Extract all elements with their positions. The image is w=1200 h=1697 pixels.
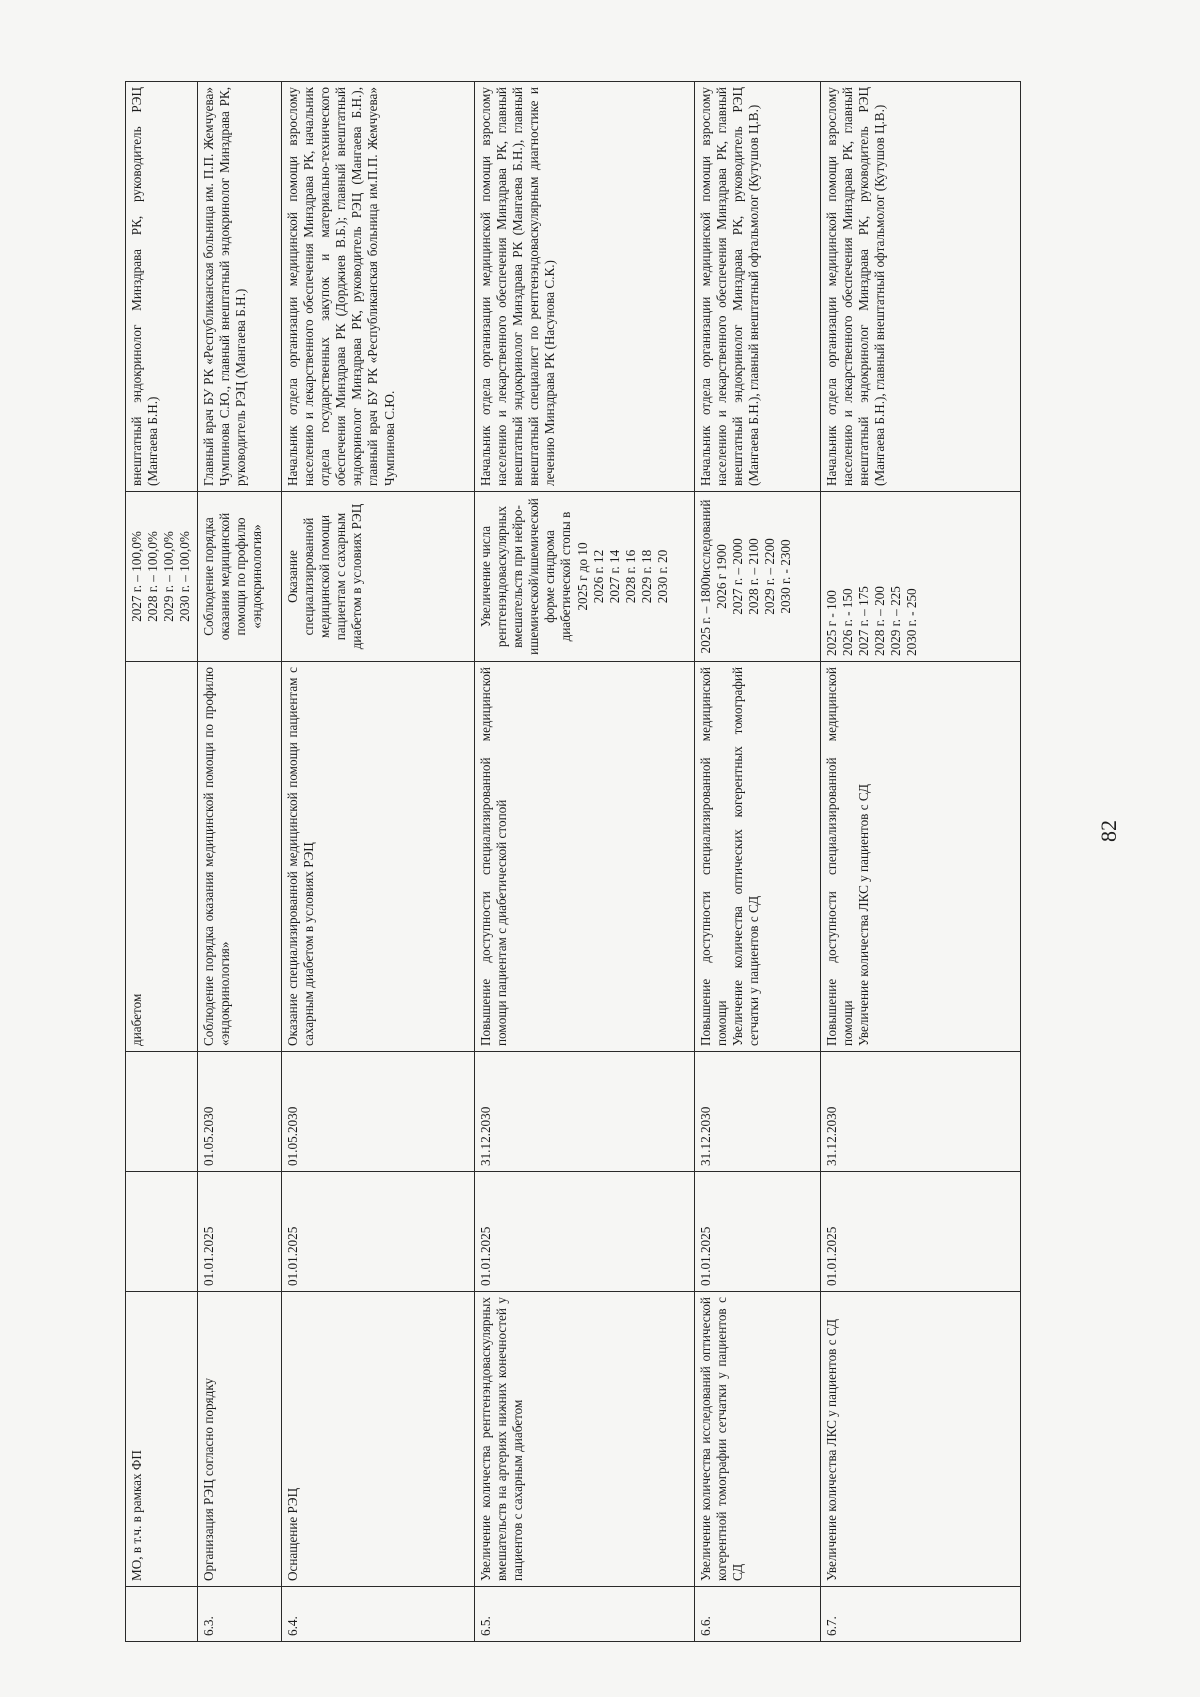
end-date-cell: 01.05.2030 [282,1052,475,1172]
measure-cell: Оснащение РЭЦ [282,1292,475,1587]
start-date-cell: 01.01.2025 [475,1172,695,1292]
end-date-cell: 01.05.2030 [198,1052,282,1172]
table-row [282,82,475,1642]
indicator-cell: Соблюдение порядка оказания медицинской помощи по профилю «эндокринология» [198,492,282,662]
table-row [821,82,1021,1642]
start-date-cell: 01.01.2025 [821,1172,1021,1292]
row-number: 6.3. [198,1587,282,1642]
indicator-cell: 2025 г. – 1800исследований 2026 г 1900 2027 г. – 2000 2028 г. – 2100 2029 г. – 2200 2030 г. - 2300 [695,492,821,662]
indicator-cell: Оказание специализированной медицинской помощи пациентам с сахарным диабетом в условиях РЭЦ [282,492,475,662]
responsible-cell: Начальник отдела организации медицинской помощи взрослому населению и лекарственного обеспечения Минздрава РК, главный внештатный эндокринолог Минздрава РК, руководитель РЭЦ (Мангаева Б.Н.), главный внештатный офтальмолог (Кутушов Ц.В.) [821,82,1021,492]
start-date-cell: 01.01.2025 [198,1172,282,1292]
measure-cell: Организация РЭЦ согласно порядку [198,1292,282,1587]
responsible-cell: Главный врач БУ РК «Республиканская больница им. П.П. Жемчуева» Чумпинова С.Ю., главный внештатный эндокринолог Минздрава РК, руководитель РЭЦ (Мангаева Б.Н.) [198,82,282,492]
description-cell: диабетом [126,662,198,1052]
indicator-cell: 2025 г - 100 2026 г. - 150 2027 г. – 175 2028 г. – 200 2029 г. – 225 2030 г. - 250 [821,492,1021,662]
measure-cell: Увеличение количества рентгенэндоваскулярных вмешательств на артериях нижних конечностей у пациентов с сахарным диабетом [475,1292,695,1587]
start-date-cell: 01.01.2025 [282,1172,475,1292]
start-date-cell [126,1172,198,1292]
measures-table [125,81,1021,1642]
rotated-table-container [125,82,1020,1642]
description-cell: Соблюдение порядка оказания медицинской помощи по профилю «эндокринология» [198,662,282,1052]
end-date-cell [126,1052,198,1172]
table-row [475,82,695,1642]
end-date-cell: 31.12.2030 [821,1052,1021,1172]
measure-cell: Увеличение количества исследований оптической когерентной томографии сетчатки у пациентов с СД [695,1292,821,1587]
description-cell: Повышение доступности специализированной медицинской помощи Увеличение количества оптических когерентных томографий сетчатки у пациентов с СД [695,662,821,1052]
page-number: 82 [1096,820,1121,842]
responsible-cell: внештатный эндокринолог Минздрава РК, руководитель РЭЦ (Мангаева Б.Н.) [126,82,198,492]
row-number: 6.5. [475,1587,695,1642]
table-row [198,82,282,1642]
row-number: 6.6. [695,1587,821,1642]
responsible-cell: Начальник отдела организации медицинской помощи взрослому населению и лекарственного обеспечения Минздрава РК, главный внештатный эндокринолог Минздрава РК, руководитель РЭЦ (Мангаева Б.Н.), главный внештатный офтальмолог (Кутушов Ц.В.) [695,82,821,492]
description-cell: Повышение доступности специализированной медицинской помощи Увеличение количества ЛКС у пациентов с СД [821,662,1021,1052]
row-number [126,1587,198,1642]
description-cell: Повышение доступности специализированной медицинской помощи пациентам с диабетической стопой [475,662,695,1052]
indicator-cell: Увеличение числа рентгенэндоваскулярных вмешательств при нейро-ишемической/ишемической форме синдрома диабетической стопы в 2025 г до 10 2026 г. 12 2027 г. 14 2028 г. 16 2029 г. 18 2030 г. 20 [475,492,695,662]
row-number: 6.4. [282,1587,475,1642]
indicator-cell: 2027 г. – 100,0% 2028 г. – 100,0% 2029 г. – 100,0% 2030 г. – 100,0% [126,492,198,662]
table-row [695,82,821,1642]
responsible-cell: Начальник отдела организации медицинской помощи взрослому населению и лекарственного обеспечения Минздрава РК, начальник отдела государственных закупок и материально-технического обеспечения Минздрава РК (Дорджиев В.Б.); главный внештатный эндокринолог Минздрава РК, руководитель РЭЦ (Мангаева Б.Н.), главный врач БУ РК «Республиканская больница им.П.П. Жемчуева» Чумпинова С.Ю. [282,82,475,492]
measure-cell: Увеличение количества ЛКС у пациентов с СД [821,1292,1021,1587]
table-row [126,82,198,1642]
row-number: 6.7. [821,1587,1021,1642]
end-date-cell: 31.12.2030 [475,1052,695,1172]
measure-cell: МО, в т.ч. в рамках ФП [126,1292,198,1587]
responsible-cell: Начальник отдела организации медицинской помощи взрослому населению и лекарственного обеспечения Минздрава РК, главный внештатный эндокринолог Минздрава РК (Мангаева Б.Н.), главный внештатный специалист по рентгенэндоваскулярным диагностике и лечению Минздрава РК (Насунова С.К.) [475,82,695,492]
description-cell: Оказание специализированной медицинской помощи пациентам с сахарным диабетом в условиях РЭЦ [282,662,475,1052]
start-date-cell: 01.01.2025 [695,1172,821,1292]
end-date-cell: 31.12.2030 [695,1052,821,1172]
